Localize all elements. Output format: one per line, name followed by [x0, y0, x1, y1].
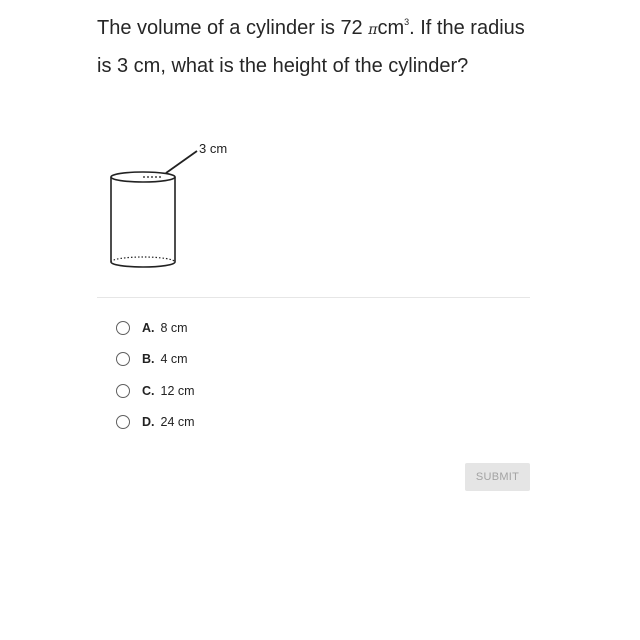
- unit-exponent: 3: [404, 17, 410, 27]
- choice-letter: D.: [142, 415, 155, 430]
- choice-letter: A.: [142, 320, 155, 335]
- radio-circle-icon[interactable]: [116, 352, 130, 366]
- choice-letter: C.: [142, 383, 155, 398]
- cylinder-diagram: [100, 135, 260, 280]
- question-text-start: The volume of a cylinder is 72: [97, 17, 369, 39]
- cylinder-bottom-back: [111, 257, 175, 262]
- pi-symbol: π: [368, 22, 378, 38]
- choice-text: 8 cm: [160, 320, 188, 335]
- radio-circle-icon[interactable]: [116, 415, 130, 429]
- answer-choices: [116, 312, 416, 438]
- cylinder-bottom-front: [111, 262, 175, 267]
- question-text: [97, 10, 537, 84]
- choice-d[interactable]: [116, 407, 416, 439]
- choice-b[interactable]: [116, 344, 416, 376]
- radio-circle-icon[interactable]: [116, 384, 130, 398]
- radius-leader-line: [166, 151, 197, 173]
- cylinder-figure: [100, 135, 260, 280]
- choice-c[interactable]: [116, 375, 416, 407]
- choice-text: 24 cm: [160, 415, 195, 430]
- choice-text: 12 cm: [160, 383, 195, 398]
- divider: [97, 297, 530, 298]
- submit-button[interactable]: SUBMIT: [465, 463, 530, 491]
- radio-circle-icon[interactable]: [116, 321, 130, 335]
- volume-unit: cm: [377, 17, 405, 39]
- question-text-end: . If the radius is 3 cm, what is the height of the cylinder?: [97, 17, 525, 77]
- choice-letter: B.: [142, 352, 155, 367]
- choice-text: 4 cm: [160, 352, 188, 367]
- choice-a[interactable]: [116, 312, 416, 344]
- radius-label: 3 cm: [199, 141, 228, 156]
